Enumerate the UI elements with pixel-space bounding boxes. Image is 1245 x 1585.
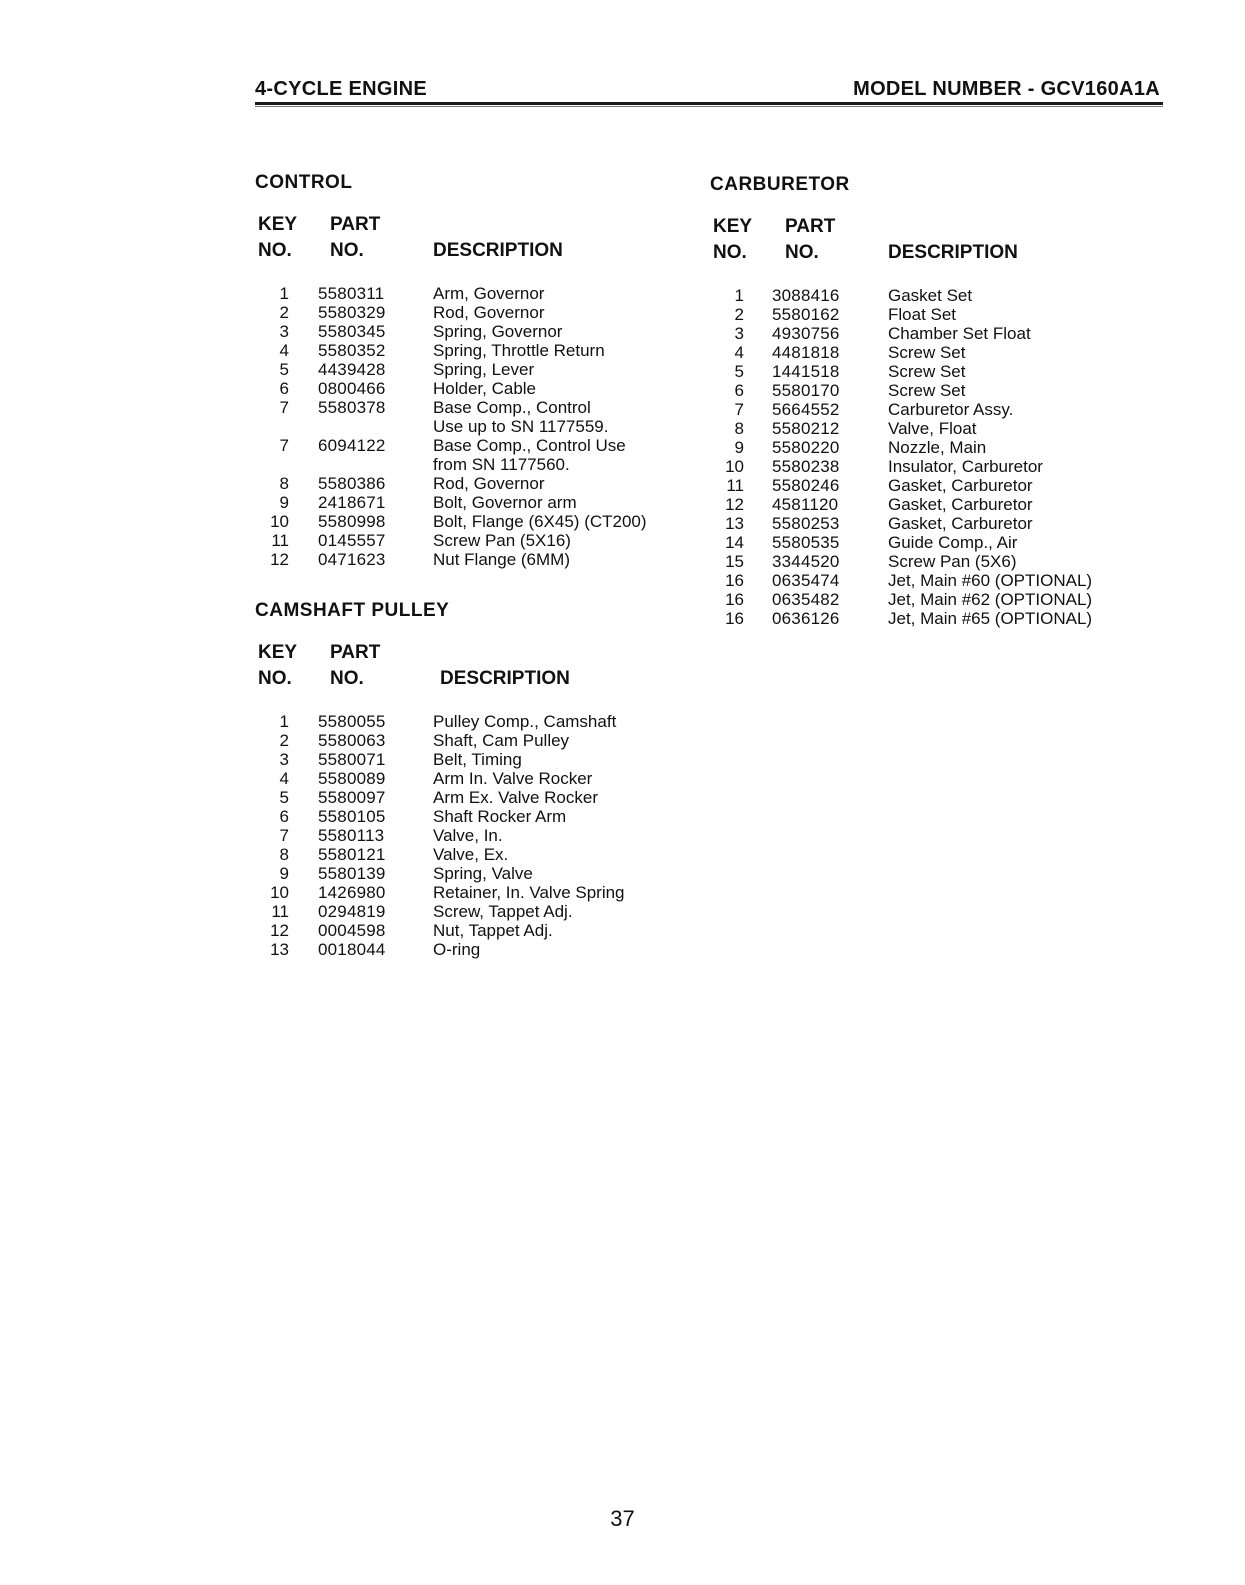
part-number: 0145557 [318, 531, 386, 550]
model-number: MODEL NUMBER - GCV160A1A [853, 78, 1160, 100]
part-description: Gasket, Carburetor [888, 495, 1033, 514]
part-number: 0018044 [318, 940, 386, 959]
key-number: 2 [734, 305, 744, 324]
part-row [710, 457, 1140, 476]
header-title: 4-CYCLE ENGINE [255, 78, 428, 100]
part-row [710, 419, 1140, 438]
part-description: Spring, Governor [433, 322, 563, 341]
part-number: 5580170 [772, 381, 840, 400]
col-part-no: NO. [330, 240, 364, 261]
part-number: 0800466 [318, 379, 386, 398]
key-number: 3 [734, 324, 744, 343]
key-number: 11 [726, 476, 744, 495]
part-row [255, 902, 695, 921]
part-description: Bolt, Governor arm [433, 493, 577, 512]
part-description: Gasket, Carburetor [888, 476, 1033, 495]
header-rule [255, 102, 1163, 105]
part-row [710, 552, 1140, 571]
key-number: 7 [279, 398, 289, 417]
part-number: 5580386 [318, 474, 386, 493]
part-row [255, 398, 695, 436]
key-number: 7 [279, 436, 289, 455]
key-number: 2 [279, 731, 289, 750]
part-description: Jet, Main #60 (OPTIONAL) [888, 571, 1093, 590]
key-number: 14 [725, 533, 744, 552]
control-column-headers [255, 212, 695, 268]
col-part: PART [785, 216, 836, 237]
part-description: Arm Ex. Valve Rocker [433, 788, 599, 807]
part-description: Nozzle, Main [888, 438, 987, 457]
part-number: 5580121 [318, 845, 386, 864]
part-description: Base Comp., Control Use from SN 1177560. [433, 436, 626, 474]
key-number: 12 [725, 495, 744, 514]
key-number: 7 [279, 826, 289, 845]
part-description: Arm, Governor [433, 284, 545, 303]
part-description: Float Set [888, 305, 957, 324]
part-row [255, 531, 695, 550]
col-key-no: NO. [258, 240, 292, 261]
key-number: 7 [734, 400, 744, 419]
key-number: 6 [279, 807, 289, 826]
part-number: 0635482 [772, 590, 840, 609]
part-number: 0004598 [318, 921, 386, 940]
part-row [255, 303, 695, 322]
col-key: KEY [713, 216, 753, 237]
part-row [710, 324, 1140, 343]
col-key: KEY [258, 214, 298, 235]
part-number: 0471623 [318, 550, 386, 569]
key-number: 3 [279, 322, 289, 341]
part-description: Arm In. Valve Rocker [433, 769, 593, 788]
key-number: 9 [279, 864, 289, 883]
part-description: Shaft Rocker Arm [433, 807, 567, 826]
part-row [710, 438, 1140, 457]
part-number: 5580097 [318, 788, 386, 807]
carburetor-parts-list [710, 286, 1140, 628]
part-description: Screw Pan (5X6) [888, 552, 1017, 571]
part-number: 6094122 [318, 436, 386, 455]
part-description: Rod, Governor [433, 474, 545, 493]
part-description: Insulator, Carburetor [888, 457, 1043, 476]
part-row [255, 731, 695, 750]
col-key-no: NO. [258, 668, 292, 689]
part-number: 3344520 [772, 552, 840, 571]
part-description: Spring, Lever [433, 360, 535, 379]
part-row [255, 788, 695, 807]
part-description: Screw Set [888, 343, 966, 362]
part-number: 4439428 [318, 360, 386, 379]
part-number: 5580113 [318, 826, 385, 845]
key-number: 12 [270, 921, 289, 940]
key-number: 8 [734, 419, 744, 438]
part-number: 4481818 [772, 343, 840, 362]
part-row [710, 400, 1140, 419]
part-row [710, 343, 1140, 362]
control-section [255, 172, 695, 569]
part-row [255, 322, 695, 341]
part-row [710, 514, 1140, 533]
key-number: 13 [725, 514, 744, 533]
col-key-no: NO. [713, 242, 747, 263]
part-row [255, 284, 695, 303]
key-number: 16 [725, 590, 744, 609]
part-description: O-ring [433, 940, 481, 959]
part-row [710, 590, 1140, 609]
part-number: 5580253 [772, 514, 840, 533]
part-description: Shaft, Cam Pulley [433, 731, 570, 750]
control-parts-list [255, 284, 695, 569]
control-title: CONTROL [255, 172, 353, 193]
part-row [710, 495, 1140, 514]
part-row [255, 493, 695, 512]
part-description: Belt, Timing [433, 750, 522, 769]
col-description: DESCRIPTION [433, 240, 563, 261]
part-number: 5580063 [318, 731, 386, 750]
camshaft-column-headers [255, 640, 695, 696]
part-number: 2418671 [318, 493, 386, 512]
part-number: 1441518 [772, 362, 840, 381]
part-number: 4930756 [772, 324, 840, 343]
part-number: 5580055 [318, 712, 386, 731]
col-description: DESCRIPTION [888, 242, 1018, 263]
part-description: Nut, Tappet Adj. [433, 921, 553, 940]
part-description: Valve, Ex. [433, 845, 509, 864]
part-description: Screw Set [888, 381, 966, 400]
part-row [710, 305, 1140, 324]
page-number: 37 [610, 1506, 635, 1531]
carburetor-section [710, 174, 1140, 628]
camshaft-parts-list [255, 712, 695, 959]
part-description: Base Comp., Control Use up to SN 1177559. [433, 398, 609, 436]
part-description: Gasket Set [888, 286, 973, 305]
part-number: 5580378 [318, 398, 386, 417]
part-number: 0636126 [772, 609, 840, 628]
part-row [255, 474, 695, 493]
key-number: 1 [279, 712, 289, 731]
part-number: 5580535 [772, 533, 840, 552]
part-number: 5580998 [318, 512, 386, 531]
part-number: 5580238 [772, 457, 840, 476]
key-number: 9 [279, 493, 289, 512]
camshaft-section [255, 600, 695, 959]
part-description: Nut Flange (6MM) [433, 550, 570, 569]
part-number: 5580071 [318, 750, 386, 769]
part-description: Screw, Tappet Adj. [433, 902, 573, 921]
part-row [255, 807, 695, 826]
part-description: Valve, Float [888, 419, 977, 438]
key-number: 10 [270, 883, 289, 902]
part-row [255, 341, 695, 360]
part-number: 5580105 [318, 807, 386, 826]
part-row [255, 512, 695, 531]
part-row [710, 609, 1140, 628]
carburetor-title: CARBURETOR [710, 174, 850, 195]
key-number: 3 [279, 750, 289, 769]
part-description: Carburetor Assy. [888, 400, 1014, 419]
part-row [255, 436, 695, 474]
key-number: 10 [725, 457, 744, 476]
key-number: 4 [279, 769, 289, 788]
part-description: Chamber Set Float [888, 324, 1031, 343]
part-description: Bolt, Flange (6X45) (CT200) [433, 512, 647, 531]
header-rule-thin [255, 106, 1163, 107]
part-row [255, 750, 695, 769]
key-number: 2 [279, 303, 289, 322]
part-row [255, 550, 695, 569]
key-number: 1 [279, 284, 289, 303]
key-number: 9 [734, 438, 744, 457]
key-number: 16 [725, 571, 744, 590]
part-row [710, 476, 1140, 495]
part-row [255, 921, 695, 940]
key-number: 6 [734, 381, 744, 400]
part-number: 0635474 [772, 571, 840, 590]
camshaft-title: CAMSHAFT PULLEY [255, 600, 450, 621]
key-number: 4 [279, 341, 289, 360]
key-number: 16 [725, 609, 744, 628]
part-number: 5580329 [318, 303, 386, 322]
part-row [255, 360, 695, 379]
part-row [255, 940, 695, 959]
part-row [255, 864, 695, 883]
part-number: 5580162 [772, 305, 840, 324]
part-description: Holder, Cable [433, 379, 537, 398]
key-number: 15 [725, 552, 744, 571]
part-row [255, 826, 695, 845]
part-description: Guide Comp., Air [888, 533, 1018, 552]
key-number: 4 [734, 343, 744, 362]
part-description: Spring, Valve [433, 864, 533, 883]
part-number: 5580246 [772, 476, 840, 495]
part-row [710, 286, 1140, 305]
part-number: 1426980 [318, 883, 386, 902]
part-description: Screw Pan (5X16) [433, 531, 571, 550]
part-row [710, 362, 1140, 381]
col-description: DESCRIPTION [440, 668, 570, 689]
part-number: 5580345 [318, 322, 386, 341]
key-number: 6 [279, 379, 289, 398]
part-description: Valve, In. [433, 826, 503, 845]
key-number: 5 [279, 788, 289, 807]
part-row [710, 533, 1140, 552]
key-number: 10 [270, 512, 289, 531]
part-number: 0294819 [318, 902, 386, 921]
part-number: 5580089 [318, 769, 386, 788]
part-description: Retainer, In. Valve Spring [433, 883, 625, 902]
part-row [255, 883, 695, 902]
part-number: 5664552 [772, 400, 840, 419]
col-part: PART [330, 642, 381, 663]
key-number: 5 [734, 362, 744, 381]
key-number: 1 [734, 286, 744, 305]
part-description: Gasket, Carburetor [888, 514, 1033, 533]
part-description: Jet, Main #65 (OPTIONAL) [888, 609, 1093, 628]
key-number: 13 [270, 940, 289, 959]
part-description: Rod, Governor [433, 303, 545, 322]
part-description: Pulley Comp., Camshaft [433, 712, 617, 731]
part-number: 3088416 [772, 286, 840, 305]
col-part-no: NO. [330, 668, 364, 689]
key-number: 5 [279, 360, 289, 379]
part-number: 5580220 [772, 438, 840, 457]
key-number: 12 [270, 550, 289, 569]
key-number: 8 [279, 845, 289, 864]
part-number: 5580139 [318, 864, 386, 883]
col-key: KEY [258, 642, 298, 663]
part-row [255, 712, 695, 731]
col-part-no: NO. [785, 242, 819, 263]
key-number: 11 [271, 531, 289, 550]
part-number: 5580311 [318, 284, 385, 303]
page-header [255, 78, 1160, 104]
part-row [710, 571, 1140, 590]
key-number: 8 [279, 474, 289, 493]
key-number: 11 [271, 902, 289, 921]
part-number: 4581120 [772, 495, 839, 514]
part-row [255, 845, 695, 864]
part-description: Spring, Throttle Return [433, 341, 605, 360]
part-number: 5580352 [318, 341, 386, 360]
part-number: 5580212 [772, 419, 840, 438]
col-part: PART [330, 214, 381, 235]
part-row [710, 381, 1140, 400]
part-row [255, 379, 695, 398]
carburetor-column-headers [710, 214, 1140, 270]
part-description: Screw Set [888, 362, 966, 381]
part-row [255, 769, 695, 788]
part-description: Jet, Main #62 (OPTIONAL) [888, 590, 1093, 609]
